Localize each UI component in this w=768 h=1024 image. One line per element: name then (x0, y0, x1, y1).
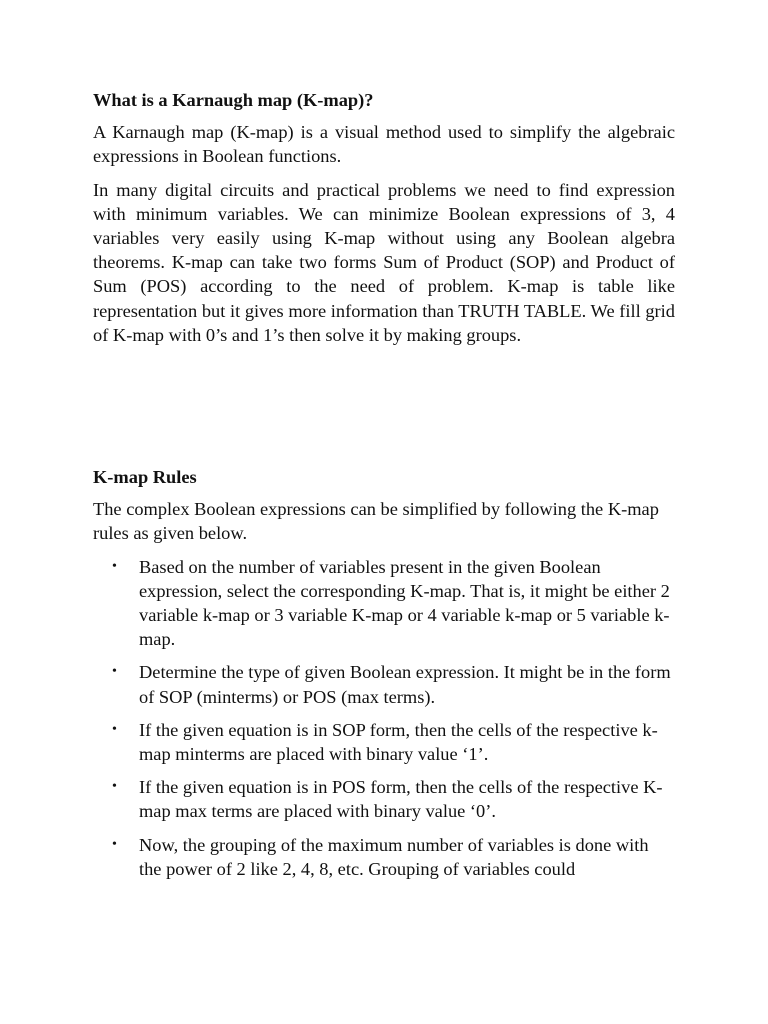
bullet-icon: • (112, 836, 117, 852)
bullet-icon: • (112, 664, 117, 680)
rule-text: If the given equation is in SOP form, then the cells of the respective k-map minterms are placed with binary value ‘1’. (139, 719, 658, 765)
bullet-icon: • (112, 721, 117, 737)
bullet-icon: • (112, 558, 117, 574)
kmap-rules-heading: K-map Rules (93, 467, 197, 488)
bullet-icon: • (112, 779, 117, 795)
document-page (93, 88, 675, 890)
rule-text: If the given equation is in POS form, then the cells of the respective K-map max terms are placed with binary value ‘0’. (139, 777, 663, 822)
rule-text: Determine the type of given Boolean expression. It might be in the form of SOP (minterms) or POS (max terms). (139, 662, 671, 707)
kmap-definition-paragraph: A Karnaugh map (K-map) is a visual method used to simplify the algebraic expressions in Boolean functions. (93, 122, 675, 167)
kmap-rules-intro: The complex Boolean expressions can be simplified by following the K-map rules as given below. (93, 499, 659, 544)
rule-text: Based on the number of variables present in the given Boolean expression, select the corresponding K-map. That is, it might be either 2 variable k-map or 3 variable K-map or 4 variable k-map or 5 variable k-map. (139, 556, 670, 650)
list-item (93, 775, 675, 823)
list-item (93, 660, 675, 708)
list-item (93, 555, 675, 652)
list-item (93, 718, 675, 766)
list-item (93, 833, 675, 881)
kmap-explanation-paragraph: In many digital circuits and practical problems we need to find expression with minimum variables. We can minimize Boolean expressions of 3, 4 variables very easily using K-map without using any Boolean algebra theorems. K-map can take two forms Sum of Product (SOP) and Product of Sum (POS) according to the need of problem. K-map is table like representation but it gives more information than TRUTH TABLE. We fill grid of K-map with 0’s and 1’s then solve it by making groups. (93, 179, 675, 345)
kmap-rules-list (93, 555, 675, 881)
rule-text: Now, the grouping of the maximum number of variables is done with the power of 2 like 2, 4, 8, etc. Grouping of variables could (139, 834, 649, 879)
kmap-definition-heading: What is a Karnaugh map (K-map)? (93, 90, 374, 110)
section-spacer (93, 356, 675, 465)
